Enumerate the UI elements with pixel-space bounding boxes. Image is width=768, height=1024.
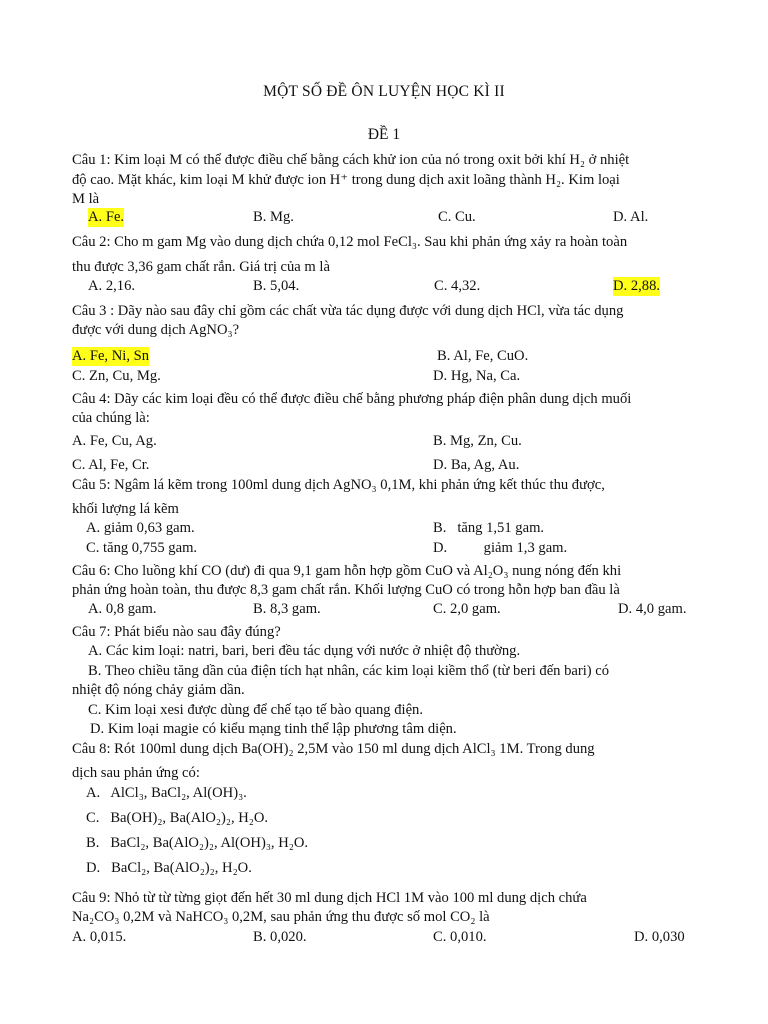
q7-option-b-cont: nhiệt độ nóng chảy giảm dần. xyxy=(72,682,245,698)
q4-option-d: D. Ba, Ag, Au. xyxy=(433,457,520,473)
q3-option-c: C. Zn, Cu, Mg. xyxy=(72,368,161,384)
q7-option-d: D. Kim loại magie có kiểu mạng tinh thể lập phương tâm diện. xyxy=(90,721,457,737)
question-3-line-1: Câu 3 : Dãy nào sau đây chỉ gồm các chất vừa tác dụng được với dung dịch HCl, vừa tác dụng xyxy=(72,303,624,319)
q5-option-b: B. tăng 1,51 gam. xyxy=(433,520,545,536)
q2-option-a: A. 2,16. xyxy=(88,278,136,294)
question-6-line-1: Câu 6: Cho luồng khí CO (dư) đi qua 9,1 gam hỗn hợp gồm CuO và Al₂O₃ nung nóng đến khi xyxy=(72,563,622,579)
q8-option-d: D. BaCl₂, Ba(AlO₂)₂, H₂O. xyxy=(86,860,252,876)
question-5-line-2: khối lượng lá kẽm xyxy=(72,501,179,517)
q4-option-b: B. Mg, Zn, Cu. xyxy=(433,433,522,449)
q4-option-c: C. Al, Fe, Cr. xyxy=(72,457,150,473)
question-2-line-2: thu được 3,36 gam chất rắn. Giá trị của m là xyxy=(72,259,330,275)
question-9-line-2: Na₂CO₃ 0,2M và NaHCO₃ 0,2M, sau phản ứng thu được số mol CO₂ là xyxy=(72,909,490,925)
q3-option-d: D. Hg, Na, Ca. xyxy=(433,368,521,384)
q5-option-a: A. giảm 0,63 gam. xyxy=(86,520,195,536)
question-6-line-2: phản ứng hoàn toàn, thu được 8,3 gam chất rắn. Khối lượng CuO có trong hỗn hợp ban đầu là xyxy=(72,582,620,598)
exam-number: ĐỀ 1 xyxy=(367,126,401,143)
question-4-line-2: của chúng là: xyxy=(72,410,150,426)
q1-option-a: A. Fe. xyxy=(88,209,125,225)
q2-option-c: C. 4,32. xyxy=(434,278,481,294)
q2-option-b: B. 5,04. xyxy=(253,278,300,294)
q2-option-d: D. 2,88. xyxy=(613,278,661,294)
q8-option-a: A. AlCl₃, BaCl₂, Al(OH)₃. xyxy=(86,785,247,801)
question-8-line-1: Câu 8: Rót 100ml dung dịch Ba(OH)₂ 2,5M vào 150 ml dung dịch AlCl₃ 1M. Trong dung xyxy=(72,741,595,757)
q7-option-c: C. Kim loại xesi được dùng để chế tạo tế bào quang điện. xyxy=(88,702,423,718)
q1-option-d: D. Al. xyxy=(613,209,649,225)
q8-option-b: B. BaCl₂, Ba(AlO₂)₂, Al(OH)₃, H₂O. xyxy=(86,835,309,851)
q9-option-b: B. 0,020. xyxy=(253,929,307,945)
question-5-line-1: Câu 5: Ngâm lá kẽm trong 100ml dung dịch AgNO₃ 0,1M, khi phản ứng kết thúc thu được, xyxy=(72,477,605,493)
q5-option-d: D. giảm 1,3 gam. xyxy=(433,540,568,556)
document-title: MỘT SỐ ĐỀ ÔN LUYỆN HỌC KÌ II xyxy=(263,83,505,100)
q6-option-b: B. 8,3 gam. xyxy=(253,601,321,617)
q8-option-c: C. Ba(OH)₂, Ba(AlO₂)₂, H₂O. xyxy=(86,810,269,826)
q6-option-c: C. 2,0 gam. xyxy=(433,601,501,617)
q7-option-b: B. Theo chiều tăng dần của điện tích hạt nhân, các kim loại kiềm thổ (từ beri đến bari) có xyxy=(88,663,610,679)
q5-option-c: C. tăng 0,755 gam. xyxy=(86,540,198,556)
q9-option-d: D. 0,030 xyxy=(634,929,685,945)
question-3-line-2: được với dung dịch AgNO₃? xyxy=(72,322,240,338)
question-1-line-2: độ cao. Mặt khác, kim loại M khử được ion H⁺ trong dung dịch axit loãng thành H₂. Kim loại xyxy=(72,172,620,188)
question-1-line-3: M là xyxy=(72,191,100,207)
q6-option-d: D. 4,0 gam. xyxy=(618,601,687,617)
q1-option-b: B. Mg. xyxy=(253,209,294,225)
q6-option-a: A. 0,8 gam. xyxy=(88,601,157,617)
q3-option-b: B. Al, Fe, CuO. xyxy=(437,348,529,364)
question-9-line-1: Câu 9: Nhỏ từ từ từng giọt đến hết 30 ml dung dịch HCl 1M vào 100 ml dung dịch chứa xyxy=(72,890,587,906)
q1-option-c: C. Cu. xyxy=(438,209,476,225)
question-8-line-2: dịch sau phản ứng có: xyxy=(72,765,200,781)
q9-option-a: A. 0,015. xyxy=(72,929,127,945)
question-7-line-1: Câu 7: Phát biểu nào sau đây đúng? xyxy=(72,624,281,640)
question-1-line-1: Câu 1: Kim loại M có thể được điều chế bằng cách khử ion của nó trong oxit bởi khí H₂ ở nhiệt xyxy=(72,152,630,168)
q9-option-c: C. 0,010. xyxy=(433,929,487,945)
q4-option-a: A. Fe, Cu, Ag. xyxy=(72,433,157,449)
q3-option-a: A. Fe, Ni, Sn xyxy=(72,348,150,364)
question-4-line-1: Câu 4: Dãy các kim loại đều có thể được điều chế bằng phương pháp điện phân dung dịch muối xyxy=(72,391,632,407)
question-2-line-1: Câu 2: Cho m gam Mg vào dung dịch chứa 0,12 mol FeCl₃. Sau khi phản ứng xảy ra hoàn toàn xyxy=(72,234,628,250)
q7-option-a: A. Các kim loại: natri, bari, beri đều tác dụng với nước ở nhiệt độ thường. xyxy=(88,643,521,659)
